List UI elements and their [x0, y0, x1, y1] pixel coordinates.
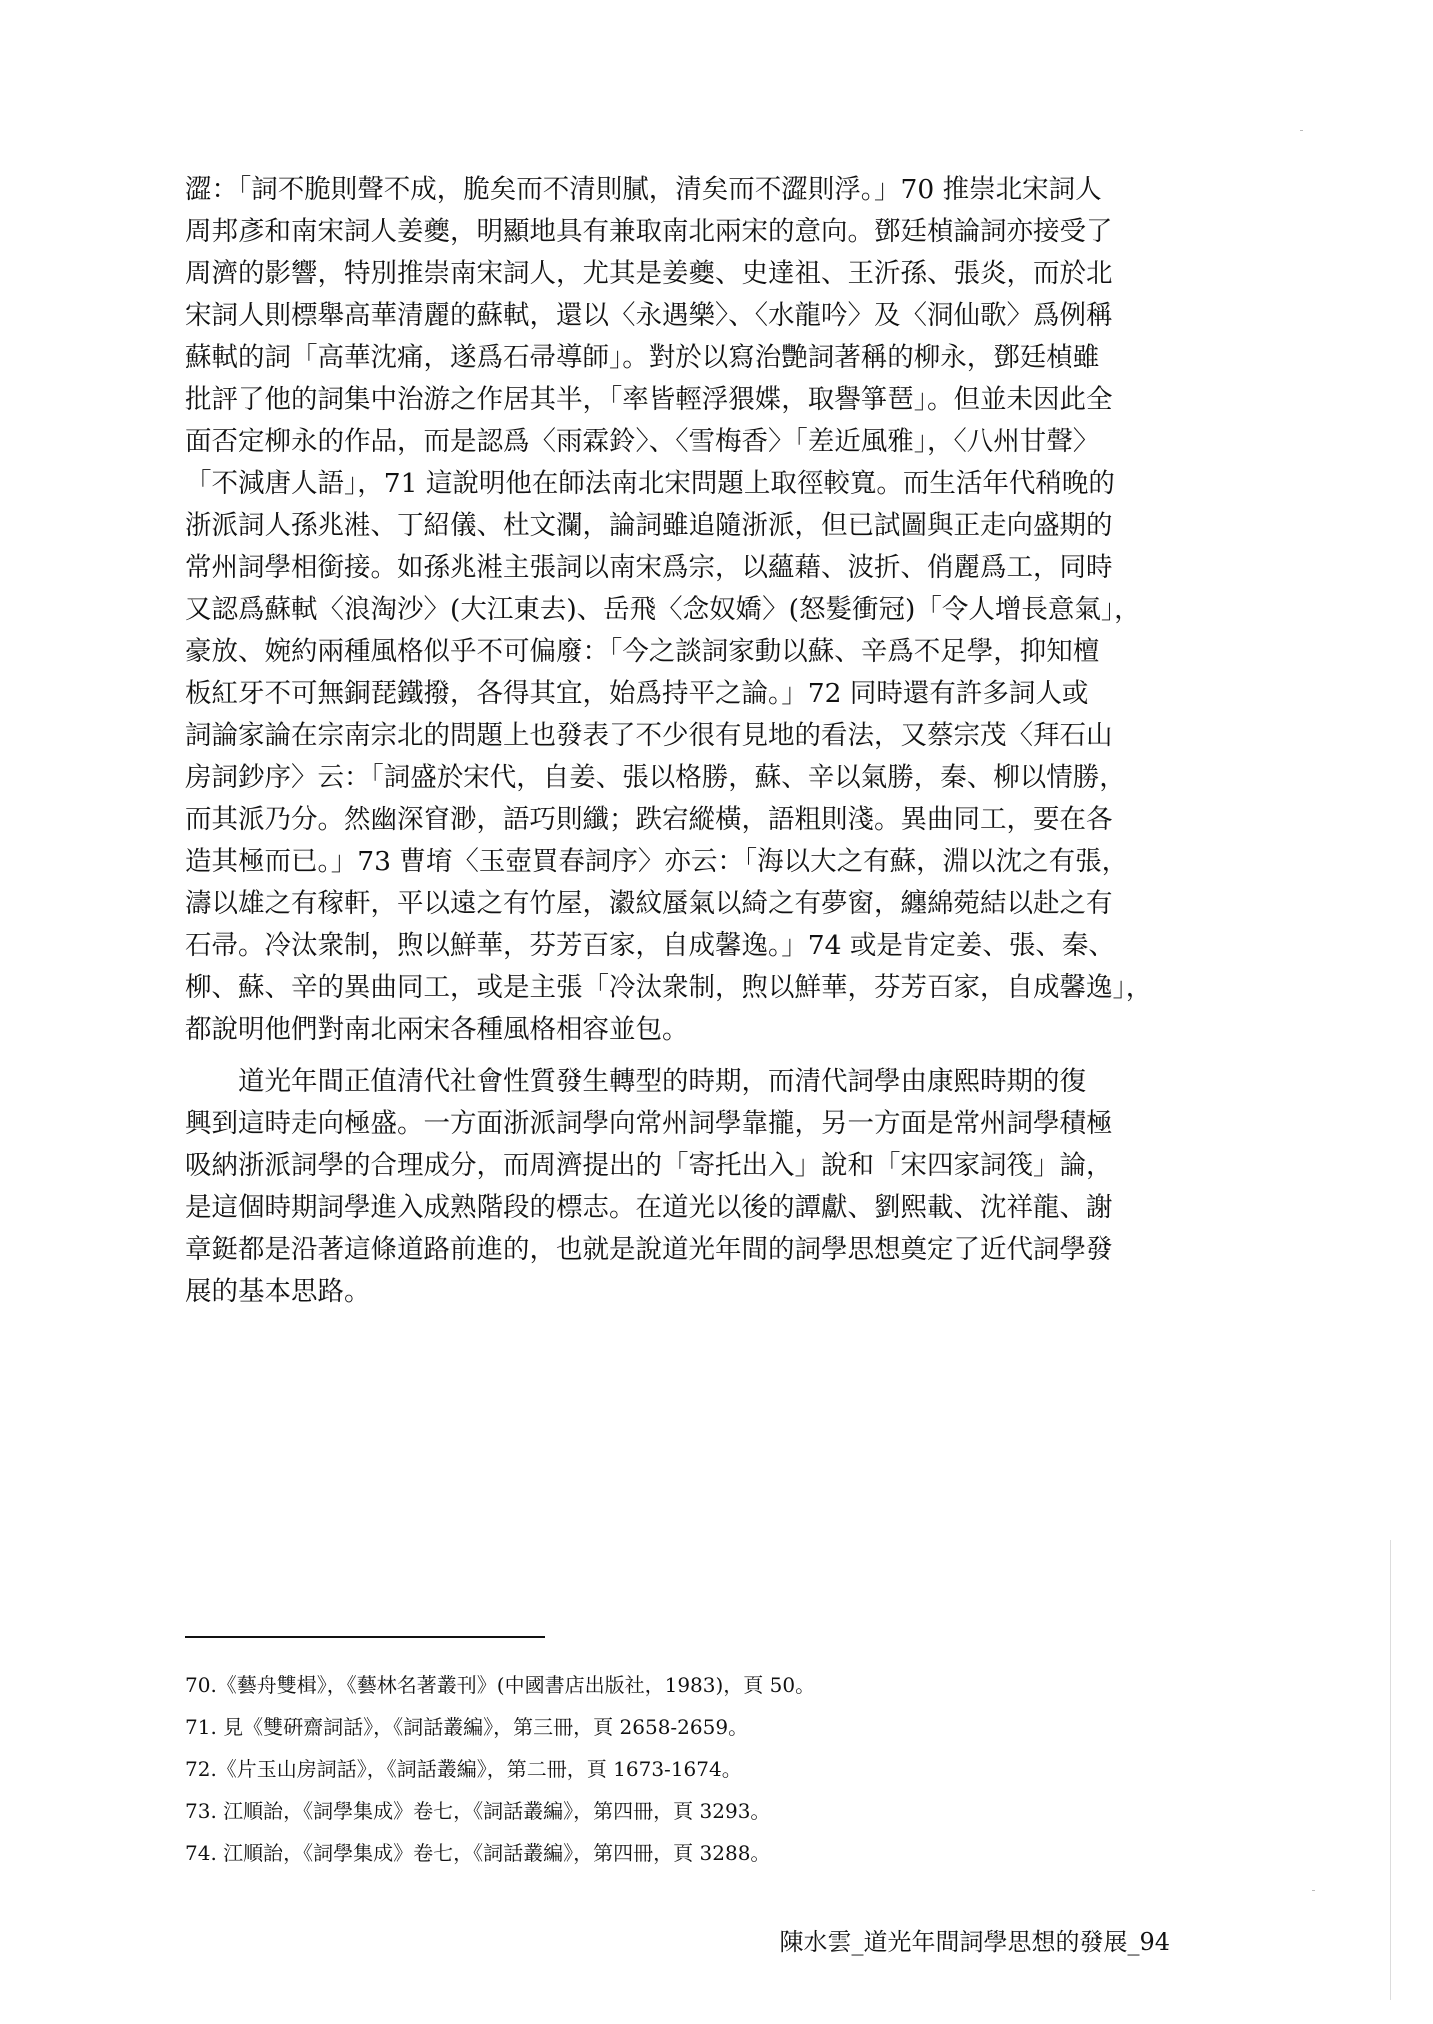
body-line: 石帚。冷汰衆制，煦以鮮華，芬芳百家，自成馨逸。」74 或是肯定姜、張、秦、 — [185, 930, 1115, 961]
body-line: 房詞鈔序〉云：「詞盛於宋代，自姜、張以格勝，蘇、辛以氣勝，秦、柳以情勝， — [185, 762, 1126, 793]
footnote: 72.《片玉山房詞話》，《詞話叢編》，第二冊，頁 1673-1674。 — [185, 1757, 742, 1781]
body-line: 「不減唐人語」，71 這說明他在師法南北宋問題上取徑較寬。而生活年代稍晚的 — [185, 468, 1115, 499]
body-line: 造其極而已。」73 曹堉〈玉壺買春詞序〉亦云：「海以大之有蘇，淵以沈之有張， — [185, 846, 1129, 877]
body-line: 道光年間正值清代社會性質發生轉型的時期，而清代詞學由康熙時期的復 — [185, 1066, 1086, 1097]
body-line: 宋詞人則標舉高華清麗的蘇軾，還以〈永遇樂〉、〈水龍吟〉及〈洞仙歌〉爲例稱 — [185, 300, 1113, 331]
body-line: 又認爲蘇軾〈浪淘沙〉(大江東去)、岳飛〈念奴嬌〉(怒髮衝冠)「令人增長意氣」， — [185, 594, 1141, 625]
body-line: 周濟的影響，特別推崇南宋詞人，尤其是姜夔、史達祖、王沂孫、張炎，而於北 — [185, 258, 1113, 289]
scan-speck — [1312, 1890, 1315, 1891]
footnote: 73. 江順詒，《詞學集成》卷七，《詞話叢編》，第四冊，頁 3293。 — [185, 1799, 771, 1823]
footnote: 74. 江順詒，《詞學集成》卷七，《詞話叢編》，第四冊，頁 3288。 — [185, 1841, 771, 1865]
body-line: 批評了他的詞集中治游之作居其半，「率皆輕浮猥媟，取譽箏琶」。但並未因此全 — [185, 384, 1113, 415]
body-line: 都說明他們對南北兩宋各種風格相容並包。 — [185, 1014, 689, 1045]
body-line: 濤以雄之有稼軒，平以遠之有竹屋，瀫紋蜃氣以綺之有夢窗，纏綿菀結以赴之有 — [185, 888, 1113, 919]
body-line: 澀：「詞不脆則聲不成，脆矣而不清則膩，清矣而不澀則浮。」70 推崇北宋詞人 — [185, 174, 1102, 205]
scan-edge-mark — [1390, 1540, 1391, 2000]
footnote: 70.《藝舟雙楫》，《藝林名著叢刊》(中國書店出版社，1983)，頁 50。 — [185, 1673, 816, 1697]
body-line: 興到這時走向極盛。一方面浙派詞學向常州詞學靠攏，另一方面是常州詞學積極 — [185, 1108, 1113, 1139]
body-line: 豪放、婉約兩種風格似乎不可偏廢：「今之談詞家動以蘇、辛爲不足學，抑知檀 — [185, 636, 1100, 667]
page-footer: 陳水雲_道光年間詞學思想的發展_94 — [779, 1928, 1170, 1956]
body-line: 蘇軾的詞「高華沈痛，遂爲石帚導師」。對於以寫治艷詞著稱的柳永，鄧廷楨雖 — [185, 342, 1100, 373]
body-line: 面否定柳永的作品，而是認爲〈雨霖鈴〉、〈雪梅香〉「差近風雅」，〈八州甘聲〉 — [185, 426, 1100, 457]
body-line: 章鋌都是沿著這條道路前進的，也就是說道光年間的詞學思想奠定了近代詞學發 — [185, 1234, 1113, 1265]
body-line: 板紅牙不可無銅琵鐵撥，各得其宜，始爲持平之論。」72 同時還有許多詞人或 — [185, 678, 1089, 709]
body-line: 是這個時期詞學進入成熟階段的標志。在道光以後的譚獻、劉熙載、沈祥龍、謝 — [185, 1192, 1113, 1223]
body-line: 而其派乃分。然幽深窅渺，語巧則纖；跌宕縱橫，語粗則淺。異曲同工，要在各 — [185, 804, 1113, 835]
footnote: 71. 見《雙硏齋詞話》，《詞話叢編》，第三冊，頁 2658-2659。 — [185, 1715, 749, 1739]
body-line: 吸納浙派詞學的合理成分，而周濟提出的「寄托出入」說和「宋四家詞筏」論， — [185, 1150, 1113, 1181]
scan-speck — [1300, 130, 1303, 131]
body-line — [185, 1314, 1185, 1354]
body-line: 周邦彥和南宋詞人姜夔，明顯地具有兼取南北兩宋的意向。鄧廷楨論詞亦接受了 — [185, 216, 1113, 247]
body-line: 柳、蘇、辛的異曲同工，或是主張「冷汰衆制，煦以鮮華，芬芳百家，自成馨逸」， — [185, 972, 1153, 1003]
body-line: 常州詞學相銜接。如孫兆溎主張詞以南宋爲宗，以蘊藉、波折、俏麗爲工，同時 — [185, 552, 1113, 583]
body-line: 浙派詞人孫兆溎、丁紹儀、杜文瀾，論詞雖追隨浙派，但已試圖與正走向盛期的 — [185, 510, 1113, 541]
body-line: 展的基本思路。 — [185, 1276, 371, 1307]
footnote-divider — [185, 1636, 545, 1638]
body-line: 詞論家論在宗南宗北的問題上也發表了不少很有見地的看法，又蔡宗茂〈拜石山 — [185, 720, 1113, 751]
